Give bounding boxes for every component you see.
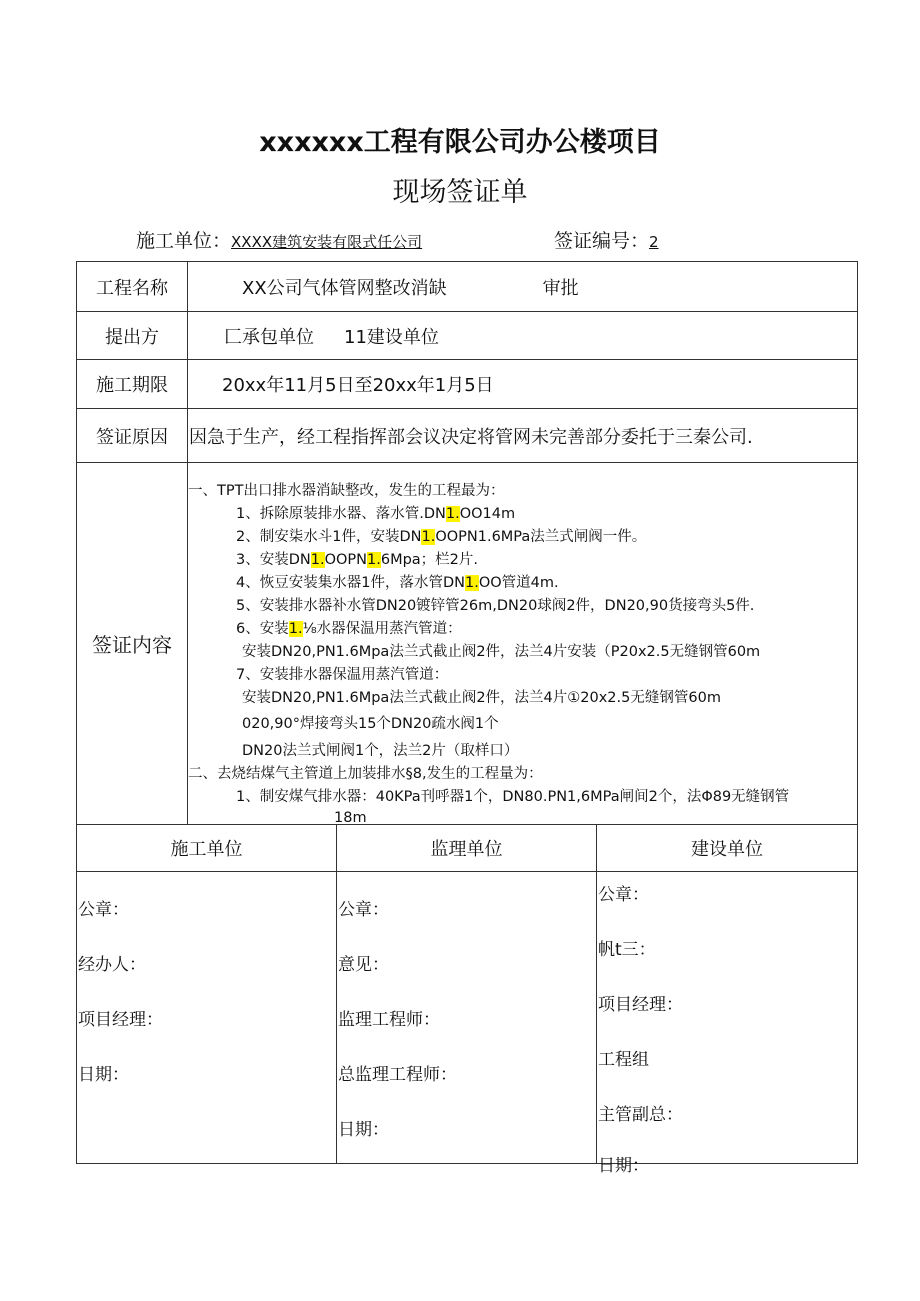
proposer-option-owner: 11建设单位: [344, 326, 439, 348]
sign-column-header: 监理单位: [337, 825, 596, 872]
content-line: 5、安装排水器补水管DN20镀锌管26m,DN20球阀2件，DN20,90货接弯头5件.: [236, 598, 755, 614]
period-label: 施工期限: [77, 360, 188, 408]
construction-unit-value: XXXX建筑安装有限式任公司: [231, 233, 423, 251]
content-line: 安装DN20,PN1.6Mpa法兰式截止阀2件，法兰4片①20x2.5无缝钢管60m: [242, 690, 721, 706]
seal-field: 公章：: [338, 900, 389, 920]
project-name-label: 工程名称: [77, 262, 188, 311]
content-line: 2、制安柒水斗1件，安装DN1.OOPN1.6MPa法兰式闸阀一件。: [236, 529, 647, 545]
visa-number: [554, 226, 659, 253]
content-line: 020,90°焊接弯头15个DN20疏水阀1个: [242, 716, 499, 732]
content-line: 3、安装DN1.OOPN1.6Mpa；栏2片.: [236, 552, 479, 568]
deputy-manager-field: 主管副总：: [598, 1105, 683, 1125]
row-reason: [77, 409, 857, 463]
sign-column-owner: [597, 825, 857, 1176]
owner-field: 帆t三：: [598, 940, 656, 960]
content-line: DN20法兰式闸阀1个，法兰2片（取样口）: [242, 743, 519, 759]
construction-unit-label: 施工单位：: [136, 230, 232, 252]
seal-field: 公章：: [78, 900, 129, 920]
project-name-value: XX公司气体管网整改消缺: [242, 277, 447, 299]
date-field: 日期：: [338, 1120, 389, 1140]
project-manager-field: 项目经理：: [598, 995, 683, 1015]
content-line: 7、安装排水器保温用蒸汽管道：: [236, 667, 449, 683]
content-line: 1、拆除原装排水器、落水管.DN1.OO14m: [236, 506, 516, 522]
project-manager-field: 项目经理：: [78, 1010, 163, 1030]
sign-column-header: 建设单位: [597, 825, 857, 872]
period-cell: [188, 360, 857, 408]
date-field: 日期：: [598, 1156, 649, 1176]
supervisor-field: 监理工程师：: [338, 1010, 440, 1030]
sign-column-supervision: [337, 825, 597, 1164]
sign-column-construction: [77, 825, 337, 1164]
document-subtitle: 现场签证单: [392, 177, 528, 208]
visa-number-label: 签证编号：: [554, 230, 650, 252]
content-line: 二、去烧结煤气主管道上加装排水§8,发生的工程量为：: [188, 766, 543, 782]
proposer-label: 提出方: [77, 312, 188, 359]
row-content: [77, 463, 857, 825]
approval-label: 审批: [542, 277, 579, 299]
reason-value: 因急于生产，经工程指挥部会议决定将管网未完善部分委托于三秦公司.: [189, 426, 753, 448]
date-field: 日期：: [78, 1065, 129, 1085]
engineering-group-field: 工程组: [598, 1050, 649, 1070]
handler-field: 经办人：: [78, 955, 146, 975]
reason-label: 签证原因: [77, 409, 188, 462]
content-line: 一、TPT出口排水器消缺整改，发生的工程最为：: [188, 483, 505, 499]
reason-cell: [188, 409, 857, 462]
opinion-field: 意见：: [338, 955, 389, 975]
chief-supervisor-field: 总监理工程师：: [338, 1065, 457, 1085]
content-line: 安装DN20,PN1.6Mpa法兰式截止阀2件，法兰4片安装（P20x2.5无缝钢管60m: [242, 644, 761, 660]
proposer-cell: [188, 312, 857, 359]
visa-form-table: [76, 261, 858, 1176]
content-line: 6、安装1.⅛水器保温用蒸汽管道：: [236, 621, 462, 637]
sign-column-header: 施工单位: [77, 825, 336, 872]
content-label: 签证内容: [77, 463, 188, 824]
construction-unit: [136, 226, 422, 253]
row-proposer: [77, 312, 857, 360]
content-line: 4、恢豆安装集水器1件，落水管DN1.OO管道4m.: [236, 575, 559, 591]
content-line: 18m: [334, 810, 367, 826]
period-value: 20xx年11月5日至20xx年1月5日: [222, 375, 494, 396]
seal-field: 公章：: [598, 885, 649, 905]
project-name-cell: [188, 262, 857, 311]
content-line: 1、制安煤气排水器：40KPa刊呼器1个，DN80.PN1,6MPa闸间2个，法Φ89无缝钢管: [236, 789, 790, 805]
document-title: xxxxxx工程有限公司办公楼项目: [259, 127, 661, 158]
proposer-option-contractor: 匚承包单位: [224, 326, 314, 348]
visa-number-value: 2: [649, 233, 659, 251]
row-project: [77, 262, 857, 312]
row-period: [77, 360, 857, 409]
